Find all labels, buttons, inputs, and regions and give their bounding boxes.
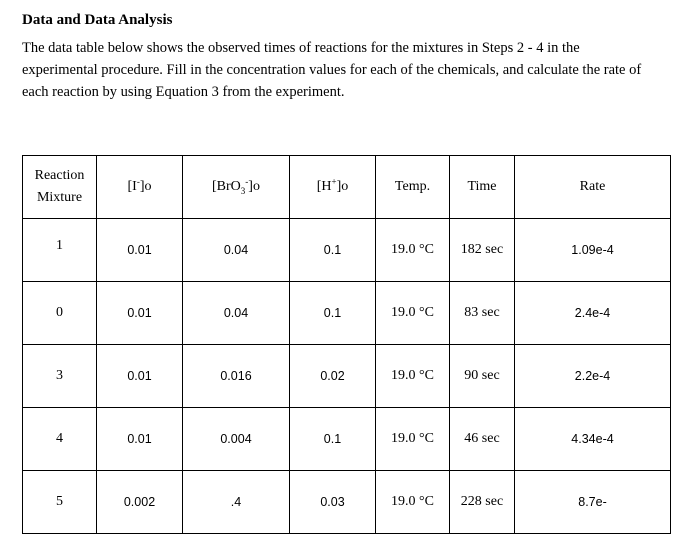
cell-temp: 19.0 °C xyxy=(376,408,450,471)
cell-hydrogen: 0.02 xyxy=(290,345,376,408)
header-temp: Temp. xyxy=(376,156,450,219)
cell-hydrogen: 0.1 xyxy=(290,408,376,471)
data-table xyxy=(22,155,671,534)
table-row xyxy=(23,282,671,345)
cell-hydrogen: 0.1 xyxy=(290,219,376,282)
cell-rate: 2.4e-4 xyxy=(515,282,671,345)
cell-temp: 19.0 °C xyxy=(376,345,450,408)
cell-temp: 19.0 °C xyxy=(376,282,450,345)
cell-iodide: 0.01 xyxy=(97,345,183,408)
intro-paragraph: The data table below shows the observed times of reactions for the mixtures in Steps 2 - 4 in the experimental procedure. Fill in the concentration values for each of the chemicals, and calculate the rate of each reaction by using Equation 3 from the experiment. xyxy=(22,40,642,100)
cell-time: 46 sec xyxy=(450,408,515,471)
cell-time: 90 sec xyxy=(450,345,515,408)
header-rate: Rate xyxy=(515,156,671,219)
cell-mixture: 3 xyxy=(23,345,97,408)
table-row xyxy=(23,219,671,282)
table-row xyxy=(23,408,671,471)
cell-rate: 8.7e- xyxy=(515,471,671,534)
cell-temp: 19.0 °C xyxy=(376,219,450,282)
cell-rate: 2.2e-4 xyxy=(515,345,671,408)
table-row xyxy=(23,345,671,408)
cell-bromate: 0.04 xyxy=(183,219,290,282)
cell-iodide: 0.01 xyxy=(97,219,183,282)
cell-bromate: 0.04 xyxy=(183,282,290,345)
cell-iodide: 0.01 xyxy=(97,408,183,471)
cell-iodide: 0.01 xyxy=(97,282,183,345)
cell-mixture: 1 xyxy=(23,219,97,282)
table-row xyxy=(23,471,671,534)
cell-mixture: 4 xyxy=(23,408,97,471)
cell-bromate: 0.016 xyxy=(183,345,290,408)
header-mixture-line2: Mixture xyxy=(36,190,83,205)
header-hydrogen: [H+]o xyxy=(290,156,376,219)
cell-temp: 19.0 °C xyxy=(376,471,450,534)
header-reaction-mixture xyxy=(23,156,97,219)
cell-hydrogen: 0.03 xyxy=(290,471,376,534)
cell-hydrogen: 0.1 xyxy=(290,282,376,345)
cell-mixture: 0 xyxy=(23,282,97,345)
section-heading: Data and Data Analysis xyxy=(22,12,173,28)
header-row xyxy=(23,156,671,219)
cell-rate: 1.09e-4 xyxy=(515,219,671,282)
cell-time: 182 sec xyxy=(450,219,515,282)
header-iodide: [I-]o xyxy=(97,156,183,219)
cell-iodide: 0.002 xyxy=(97,471,183,534)
cell-time: 83 sec xyxy=(450,282,515,345)
cell-time: 228 sec xyxy=(450,471,515,534)
cell-bromate: 0.004 xyxy=(183,408,290,471)
cell-rate: 4.34e-4 xyxy=(515,408,671,471)
cell-bromate: .4 xyxy=(183,471,290,534)
header-time: Time xyxy=(450,156,515,219)
header-bromate: [BrO$_3$-]o xyxy=(183,156,290,219)
header-mixture-line1: Reaction xyxy=(34,168,85,183)
cell-mixture: 5 xyxy=(23,471,97,534)
